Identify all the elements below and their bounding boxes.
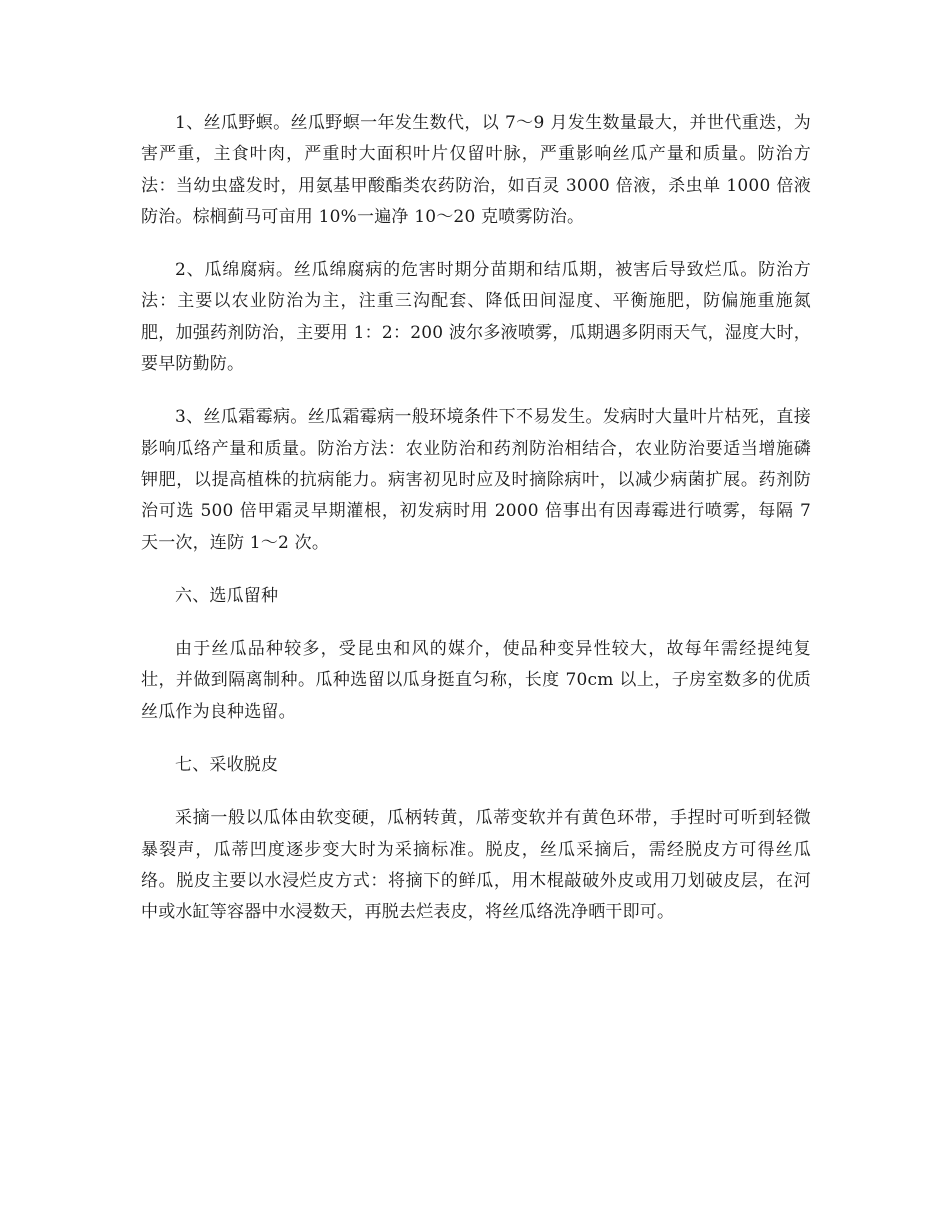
paragraph-harvest-peeling: 采摘一般以瓜体由软变硬，瓜柄转黄，瓜蒂变软并有黄色环带，手捏时可听到轻微暴裂声，瓜蒂凹度逐步变大时为采摘标准。脱皮，丝瓜采摘后，需经脱皮方可得丝瓜络。脱皮主要以水浸烂皮方式：将摘下的鲜瓜，用木棍敲破外皮或用刀划破皮层，在河中或水缸等容器中水浸数天，再脱去烂表皮，将丝瓜络洗净晒干即可。 — [141, 808, 811, 923]
section-heading-seed-selection: 六、选瓜留种 — [175, 585, 279, 606]
section-heading-harvest-peeling: 七、采收脱皮 — [175, 755, 279, 776]
paragraph-downy-mildew: 3、丝瓜霜霉病。丝瓜霜霉病一般环境条件下不易发生。发病时大量叶片枯死，直接影响瓜络产量和质量。防治方法：农业防治和药剂防治相结合，农业防治要适当增施磷钾肥，以提高植株的抗病能力。病害初见时应及时摘除病叶，以减少病菌扩展。药剂防治可选 500 倍甲霜灵早期灌根，初发病时用 2000 倍事出有因毒霉进行喷雾，每隔 7 天一次，连防 1～2 次。 — [141, 407, 811, 553]
paragraph-cottony-rot: 2、瓜绵腐病。丝瓜绵腐病的危害时期分苗期和结瓜期，被害后导致烂瓜。防治方法：主要以农业防治为主，注重三沟配套、降低田间湿度、平衡施肥，防偏施重施氮肥，加强药剂防治，主要用 1：2：200 波尔多液喷雾，瓜期遇多阴雨天气，湿度大时，要早防勤防。 — [141, 260, 811, 375]
document-page — [141, 108, 811, 951]
paragraph-pest-loofah-borer: 1、丝瓜野螟。丝瓜野螟一年发生数代，以 7～9 月发生数量最大，并世代重迭，为害严重，主食叶肉，严重时大面积叶片仅留叶脉，严重影响丝瓜产量和质量。防治方法：当幼虫盛发时，用氨基甲酸酯类农药防治，如百灵 3000 倍液，杀虫单 1000 倍液防治。棕榈蓟马可亩用 10%一遍净 10～20 克喷雾防治。 — [141, 113, 811, 227]
paragraph-seed-selection: 由于丝瓜品种较多，受昆虫和风的媒介，使品种变异性较大，故每年需经提纯复壮，并做到隔离制种。瓜种选留以瓜身挺直匀称，长度 70cm 以上，子房室数多的优质丝瓜作为良种选留。 — [141, 639, 811, 722]
